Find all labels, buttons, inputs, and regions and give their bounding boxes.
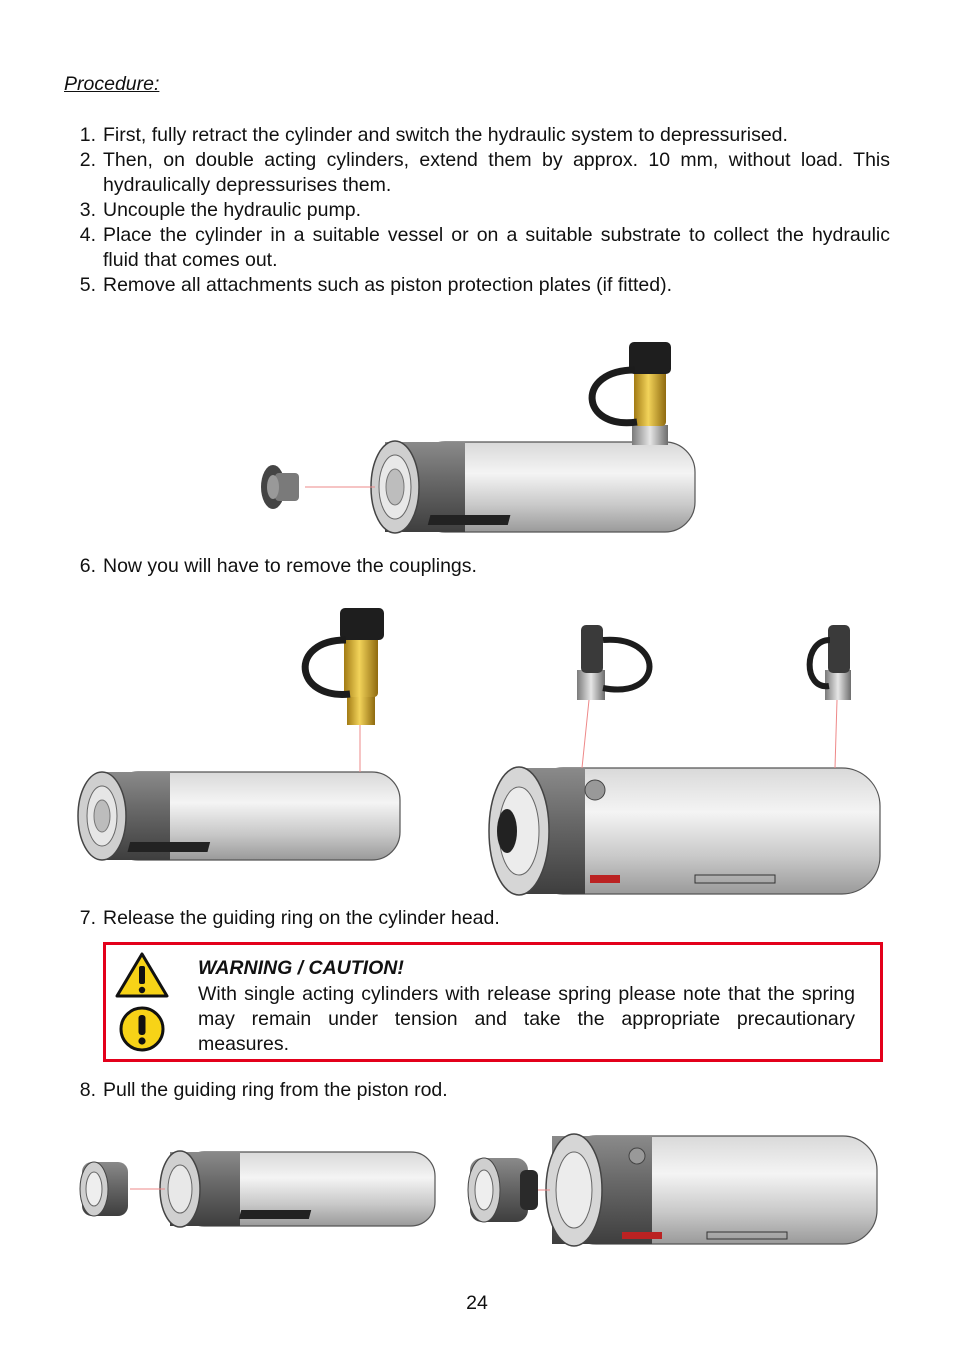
exclamation-circle-icon xyxy=(118,1005,166,1053)
warning-box xyxy=(103,942,883,1062)
coupling-removal-illustration-left xyxy=(70,600,410,870)
coupling-removal-illustration-right xyxy=(485,600,890,900)
cylinder-coupling-illustration xyxy=(245,330,705,545)
guiding-ring-removal-illustration-left xyxy=(70,1140,440,1240)
page-number: 24 xyxy=(466,1292,488,1314)
guiding-ring-removal-illustration-right xyxy=(462,1128,882,1253)
warning-triangle-icon xyxy=(114,951,170,999)
warning-text: With single acting cylinders with release spring please note that the spring may remain under tension and take the appropriate precautionary measures. xyxy=(198,983,855,1055)
warning-title: WARNING / CAUTION! xyxy=(198,957,404,979)
procedure-heading: Procedure: xyxy=(64,73,160,95)
